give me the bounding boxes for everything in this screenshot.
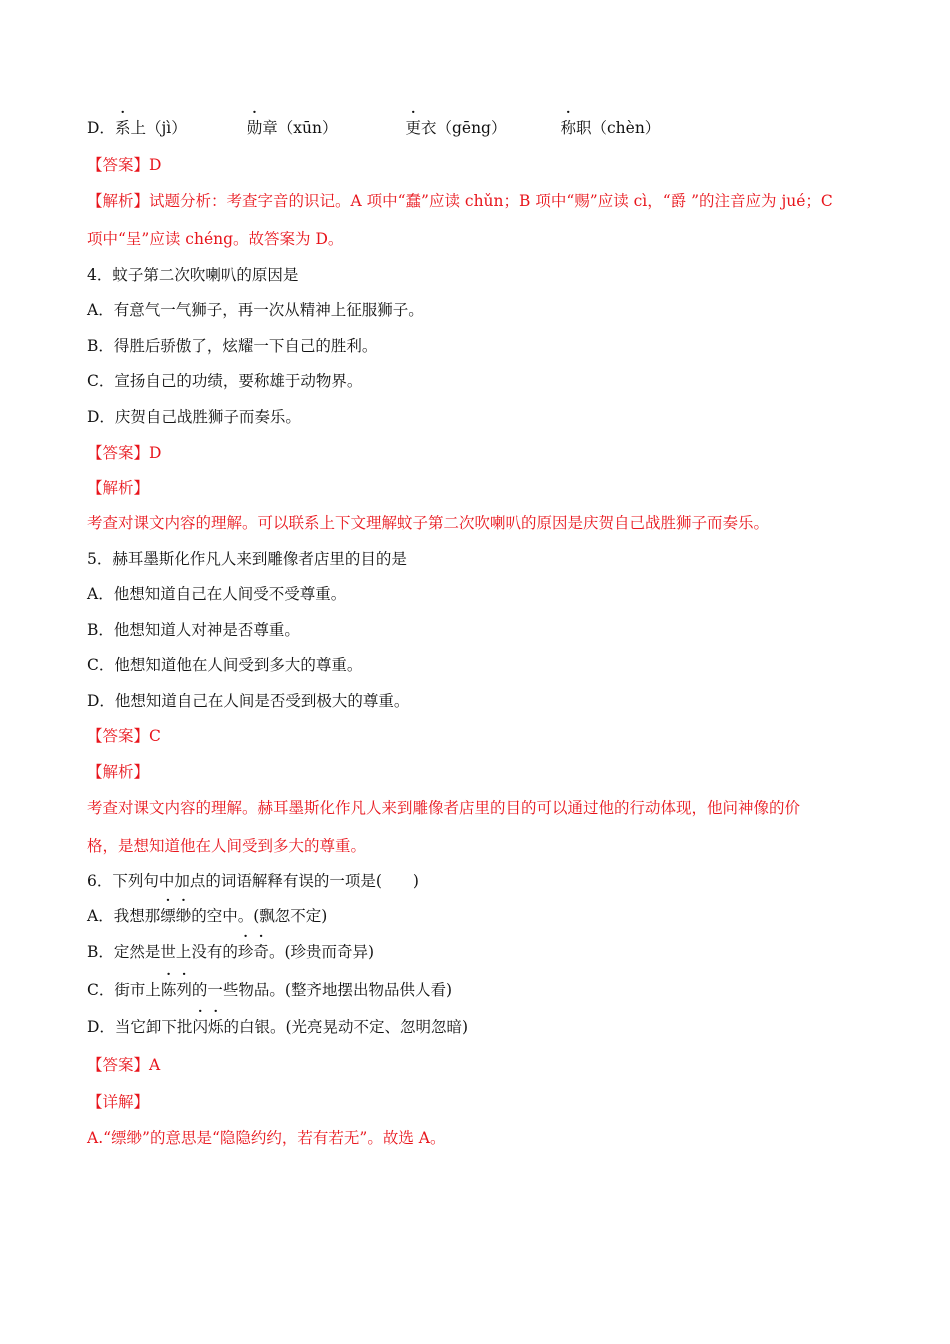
dotted-char: 奇 bbox=[253, 943, 269, 961]
option-prefix: D． bbox=[87, 119, 115, 137]
pinyin-item: 职（chèn） bbox=[575, 119, 661, 137]
q4-analysis-label: 【解析】 bbox=[87, 479, 150, 497]
q6-option-c: C．街市上陈列的一些物品。(整齐地摆出物品供人看) bbox=[87, 981, 453, 999]
q5-analysis-line2: 格，是想知道他在人间受到多大的尊重。 bbox=[87, 837, 367, 855]
dotted-char: 勋 bbox=[246, 119, 263, 137]
q4-option-c: C．宣扬自己的功绩，要称雄于动物界。 bbox=[87, 372, 363, 390]
q5-option-d: D．他想知道自己在人间是否受到极大的尊重。 bbox=[87, 692, 410, 710]
q5-option-b: B．他想知道人对神是否尊重。 bbox=[87, 621, 300, 639]
dotted-char: 缈 bbox=[175, 907, 192, 925]
dotted-char: 缥 bbox=[160, 907, 176, 925]
pinyin-item: 章（xūn） bbox=[262, 119, 338, 137]
q3-analysis-line2: 项中“呈”应读 chéng。故答案为 D。 bbox=[87, 230, 344, 248]
q6-detail-label: 【详解】 bbox=[87, 1093, 150, 1111]
q5-option-c: C．他想知道他在人间受到多大的尊重。 bbox=[87, 656, 363, 674]
q3-answer: 【答案】D bbox=[87, 156, 162, 174]
q6-option-b: B．定然是世上没有的珍奇。(珍贵而奇异) bbox=[87, 943, 375, 961]
q4-answer: 【答案】D bbox=[87, 444, 162, 462]
q4-analysis: 考查对课文内容的理解。可以联系上下文理解蚊子第二次吹喇叭的原因是庆贺自己战胜狮子而奏乐。 bbox=[87, 514, 770, 532]
q5-answer: 【答案】C bbox=[87, 727, 161, 745]
q5-option-a: A．他想知道自己在人间受不受尊重。 bbox=[87, 585, 347, 603]
dotted-char: 列 bbox=[176, 981, 192, 999]
q6-answer: 【答案】A bbox=[87, 1056, 161, 1074]
q4-option-b: B．得胜后骄傲了，炫耀一下自己的胜利。 bbox=[87, 337, 378, 355]
dotted-char: 更 bbox=[405, 119, 421, 137]
dotted-char: 珍 bbox=[237, 943, 254, 961]
dotted-char: 闪 bbox=[192, 1018, 208, 1036]
q6-option-d: D．当它卸下批闪烁的白银。(光亮晃动不定、忽明忽暗) bbox=[87, 1018, 469, 1036]
dotted-char: 烁 bbox=[207, 1018, 224, 1036]
q4-question: 4．蚊子第二次吹喇叭的原因是 bbox=[87, 266, 299, 284]
q5-analysis-line1: 考查对课文内容的理解。赫耳墨斯化作凡人来到雕像者店里的目的可以通过他的行动体现，他问神像的价 bbox=[87, 799, 801, 817]
q4-option-a: A．有意气一气狮子，再一次从精神上征服狮子。 bbox=[87, 301, 424, 319]
q6-detail: A.“缥缈”的意思是“隐隐约约，若有若无”。故选 A。 bbox=[87, 1129, 446, 1147]
dotted-char: 陈 bbox=[160, 981, 177, 999]
q5-question: 5．赫耳墨斯化作凡人来到雕像者店里的目的是 bbox=[87, 550, 407, 568]
q3-analysis-line1: 【解析】试题分析：考查字音的识记。A 项中“蠢”应读 chǔn；B 项中“赐”应读 cì，“爵 ”的注音应为 jué；C bbox=[87, 192, 833, 210]
dotted-char: 系 bbox=[114, 119, 131, 137]
q5-analysis-label: 【解析】 bbox=[87, 763, 150, 781]
q6-option-a: A．我想那缥缈的空中。(飘忽不定) bbox=[87, 907, 328, 925]
q6-question: 6．下列句中加点的词语解释有误的一项是( ) bbox=[87, 872, 419, 890]
pinyin-item: 衣（gēng） bbox=[420, 119, 507, 137]
q4-option-d: D．庆贺自己战胜狮子而奏乐。 bbox=[87, 408, 301, 426]
q3-option-d bbox=[87, 118, 660, 138]
dotted-char: 称 bbox=[560, 119, 576, 137]
pinyin-item: 上（jì） bbox=[130, 119, 187, 137]
